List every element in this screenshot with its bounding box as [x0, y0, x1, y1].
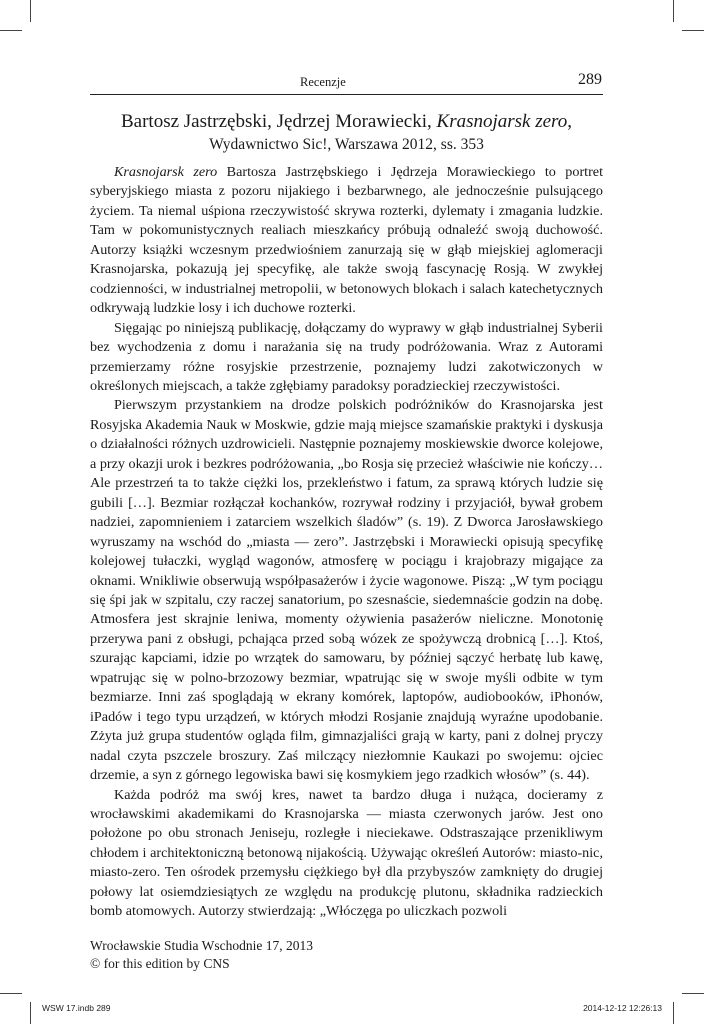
crop-mark: [30, 0, 31, 22]
running-header-section: Recenzje: [300, 75, 346, 89]
crop-mark: [0, 30, 22, 31]
publication-details: Wydawnictwo Sic!, Warszawa 2012, ss. 353: [209, 136, 484, 153]
review-title-block: [90, 110, 603, 156]
paragraph: Sięgając po niniejszą publikację, dołączamy do wyprawy w głąb industrialnej Syberii bez wychodzenia z domu i narażania się na trudy podróżowania. Wraz z Autorami przemierzamy różne rosyjskie przestrzenie, poznajemy ludzi zakotwiczonych w określonych miejscach, a także zgłębiamy paradoksy poradzieckiej rzeczywistości.: [90, 319, 603, 394]
print-slug-timestamp: 2014-12-12 12:26:13: [583, 1003, 662, 1013]
title-punctuation: ,: [567, 111, 572, 132]
paragraph: Krasnojarsk zero Bartosza Jastrzębskiego i Jędrzeja Morawieckiego to portret syberyjskiego miasta z pozoru nijakiego i bezbarwnego, ale jednocześnie pulsującego życiem. Ta niemal uśpiona rzeczywistość skrywa rozterki, dylematy i zmagania ludzkie. Tam w pokomunistycznych realiach mieszkańcy próbują odnaleźć swoją duchowość. Autorzy książki wczesnym przedwiośniem zanurzają się w głąb miejskiej aglomeracji Krasnojarska, pokazują jej specyfikę, ale także swoją fascynację Rosją. W zwykłej codzienności, w industrialnej metropolii, w betonowych blokach i salach katechetycznych odkrywają ludzkie losy i ich duchowe rozterki.: [90, 164, 603, 317]
print-slug-file: WSW 17.indb 289: [42, 1003, 111, 1013]
review-title: [90, 110, 603, 134]
book-title-inline: Krasnojarsk zero: [114, 164, 218, 180]
book-title: Krasnojarsk zero: [436, 111, 568, 132]
header-rule: [90, 94, 603, 95]
copyright-notice: © for this edition by CNS: [90, 956, 230, 971]
crop-mark: [682, 993, 704, 994]
page-number: 289: [578, 71, 602, 88]
paragraph: Każda podróż ma swój kres, nawet ta bardzo długa i nużąca, docieramy z wrocławskimi akademikami do Krasnojarska — miasta czerwonych jarów. Jest ono położone po obu stronach Jeniseju, rozległe i nieciekawe. Odstraszające przenikliwym chłodem i architektoniczną betonową nijakością. Używając określeń Autorów: miasto-nic, miasto-zero. Ten ośrodek przemysłu ciężkiego był dla przybyszów zamknięty do drugiej połowy lat osiemdziesiątych ze względu na produkcję plutonu, składnika radzieckich bomb atomowych. Autorzy stwierdzają: „Włóczęga po uliczkach pozwoli: [90, 786, 603, 920]
paragraph: Pierwszym przystankiem na drodze polskich podróżników do Krasnojarska jest Rosyjska Akademia Nauk w Moskwie, gdzie mają miejsce szamańskie praktyki i dyskusja o działalności różnych uzdrowicieli. Następnie poznajemy moskiewskie dworce kolejowe, a przy okazji urok i bezkres podróżowania, „bo Rosja się przecież właściwie nie kończy… Ale przestrzeń ta to także ciężki los, przekleństwo i fatum, za sprawą których ludzie się gubili […]. Bezmiar rozłączał kochanków, rozrywał rodziny i przyjaciół, bywał grobem nadziei, zapomnieniem i zatarciem wszelkich śladów” (s. 19). Z Dworca Jarosławskiego wyruszamy na wschód do „miasta — zero”. Jastrzębski i Morawiecki opisują specyfikę kolejowej tułaczki, wygląd wagonów, atmosferę w pociągu i krajobrazy migające za oknami. Wnikliwie obserwują współpasażerów i życie wagonowe. Piszą: „W tym pociągu się śpi jak w szpitalu, czy raczej sanatorium, po szesnaście, siedemnaście godzin na dobę. Atmosfera jest skrajnie leniwa, momenty ożywienia pasażerów nieliczne. Monotonię przerywa pani z obsługi, pchająca przed sobą wózek ze spożywczą drobnicą […]. Ktoś, szurając kapciami, idzie po wrzątek do samowaru, by później sączyć herbatę lub kawę, wpatrując się w polno-brzozowy bezmiar, wpatrując się w swoje myśli odbite w tym bezmiarze. Inni zaś spoglądają w ekrany komórek, laptopów, audiobooków, iPhonów, iPadów i tego typu urządzeń, w których młodzi Rosjanie znajdują wyraźne upodobanie. Zżyta już grupa studentów ogląda film, gimnazjaliści grają w karty, pani z dolnej pryczy nadal czyta pszczele broszury. Zaś milczący niezłomnie Kaukazi po swojemu: ojciec drzemie, a syn z górnego legowiska bawi się kosmykiem jego rzadkich włosów” (s. 44).: [90, 397, 603, 784]
crop-mark: [673, 0, 674, 22]
crop-mark: [682, 30, 704, 31]
crop-mark: [30, 1002, 31, 1024]
review-body: [90, 163, 603, 922]
crop-mark: [673, 1002, 674, 1024]
crop-mark: [0, 993, 22, 994]
journal-footer: [90, 937, 313, 973]
book-authors: Bartosz Jastrzębski, Jędrzej Morawiecki,: [121, 111, 437, 132]
journal-name: Wrocławskie Studia Wschodnie 17, 2013: [90, 938, 314, 953]
